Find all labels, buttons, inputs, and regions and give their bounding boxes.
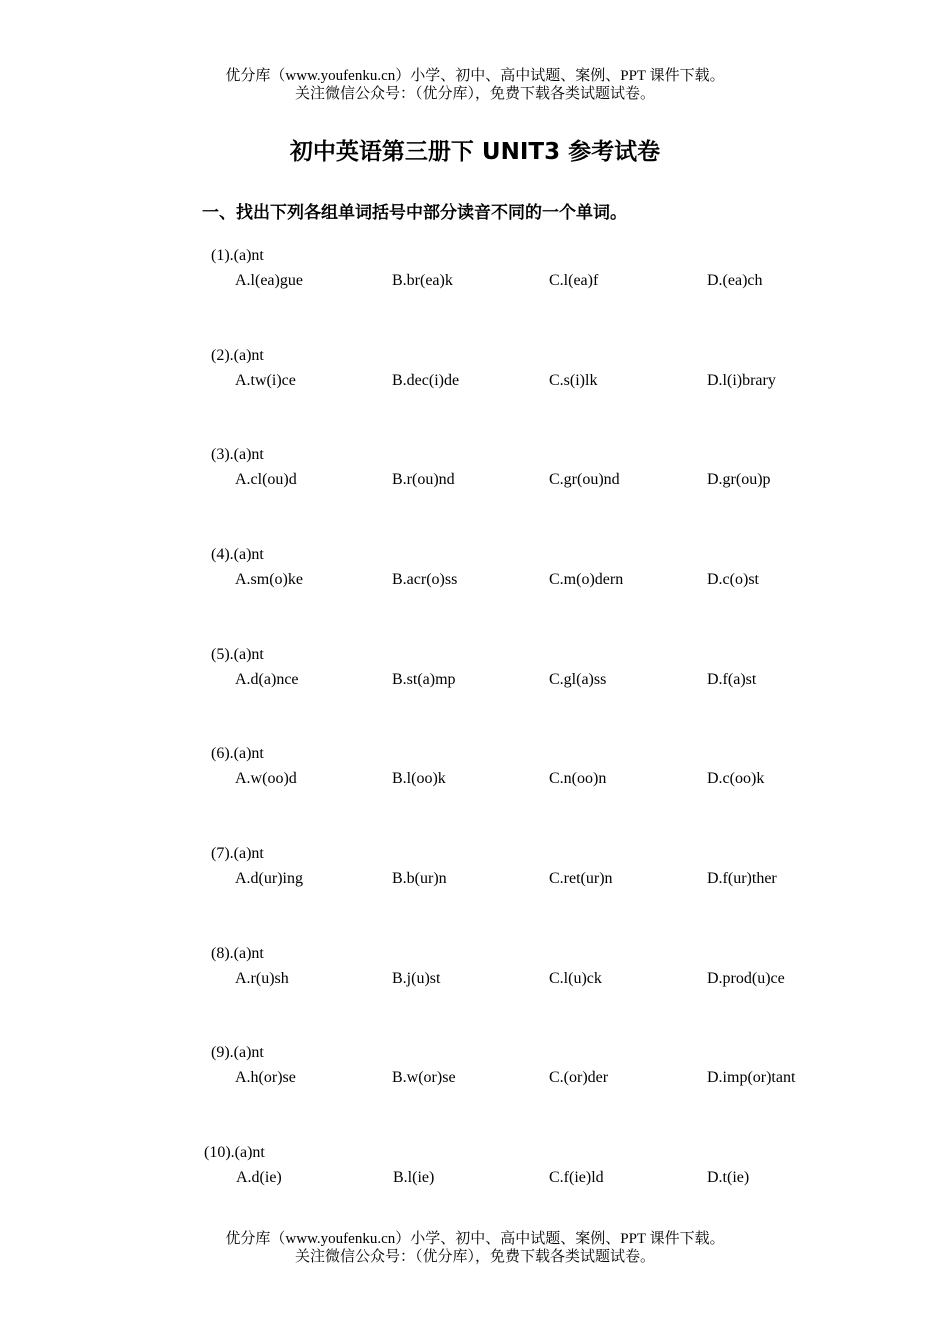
question-label: (1).(a)nt <box>211 247 264 264</box>
option-d: D.prod(u)ce <box>707 970 785 987</box>
header-line-2: 关注微信公众号：（优分库），免费下载各类试题试卷。 <box>294 86 655 102</box>
question-5 <box>0 646 950 706</box>
option-b: B.l(ie) <box>393 1169 435 1186</box>
question-label: (5).(a)nt <box>211 646 264 663</box>
option-c: C.f(ie)ld <box>549 1169 604 1186</box>
option-b: B.br(ea)k <box>392 272 453 289</box>
option-a: A.r(u)sh <box>235 970 289 987</box>
question-label: (7).(a)nt <box>211 845 264 862</box>
option-a: A.tw(i)ce <box>235 372 296 389</box>
question-label: (9).(a)nt <box>211 1044 264 1061</box>
question-10 <box>0 1144 950 1204</box>
option-a: A.d(ur)ing <box>235 870 303 887</box>
option-c: C.l(u)ck <box>549 970 602 987</box>
page-header <box>0 67 950 103</box>
question-7 <box>0 845 950 905</box>
option-d: D.f(a)st <box>707 671 757 688</box>
footer-line-2: 关注微信公众号：（优分库），免费下载各类试题试卷。 <box>294 1249 655 1265</box>
page-title: 初中英语第三册下 UNIT3 参考试卷 <box>289 139 661 165</box>
option-c: C.n(oo)n <box>549 770 607 787</box>
option-a: A.d(a)nce <box>235 671 299 688</box>
option-a: A.h(or)se <box>235 1069 296 1086</box>
option-c: C.ret(ur)n <box>549 870 613 887</box>
option-b: B.dec(i)de <box>392 372 460 389</box>
option-a: A.w(oo)d <box>235 770 297 787</box>
section-heading: 一、找出下列各组单词括号中部分读音不同的一个单词。 <box>202 203 627 223</box>
question-label: (10).(a)nt <box>204 1144 265 1161</box>
option-b: B.j(u)st <box>392 970 441 987</box>
option-c: C.(or)der <box>549 1069 609 1086</box>
question-label: (2).(a)nt <box>211 347 264 364</box>
page-footer <box>0 1230 950 1266</box>
option-c: C.gl(a)ss <box>549 671 607 688</box>
question-3 <box>0 446 950 506</box>
option-c: C.s(i)lk <box>549 372 598 389</box>
option-d: D.t(ie) <box>707 1169 750 1186</box>
question-2 <box>0 347 950 407</box>
option-b: B.l(oo)k <box>392 770 446 787</box>
option-a: A.l(ea)gue <box>235 272 303 289</box>
option-a: A.d(ie) <box>236 1169 282 1186</box>
footer-line-1: 优分库（www.youfenku.cn）小学、初中、高中试题、案例、PPT 课件下载。 <box>225 1231 725 1247</box>
option-c: C.l(ea)f <box>549 272 599 289</box>
option-b: B.st(a)mp <box>392 671 456 688</box>
option-b: B.w(or)se <box>392 1069 456 1086</box>
question-1 <box>0 247 950 307</box>
option-a: A.cl(ou)d <box>235 471 297 488</box>
question-4 <box>0 546 950 606</box>
question-label: (3).(a)nt <box>211 446 264 463</box>
option-d: D.f(ur)ther <box>707 870 777 887</box>
question-8 <box>0 945 950 1005</box>
option-d: D.c(oo)k <box>707 770 765 787</box>
question-9 <box>0 1044 950 1104</box>
option-c: C.gr(ou)nd <box>549 471 620 488</box>
question-label: (8).(a)nt <box>211 945 264 962</box>
option-d: D.imp(or)tant <box>707 1069 796 1086</box>
option-a: A.sm(o)ke <box>235 571 303 588</box>
question-label: (6).(a)nt <box>211 745 264 762</box>
question-6 <box>0 745 950 805</box>
option-c: C.m(o)dern <box>549 571 624 588</box>
question-label: (4).(a)nt <box>211 546 264 563</box>
option-d: D.(ea)ch <box>707 272 763 289</box>
option-b: B.r(ou)nd <box>392 471 455 488</box>
option-b: B.b(ur)n <box>392 870 447 887</box>
option-d: D.gr(ou)p <box>707 471 771 488</box>
option-b: B.acr(o)ss <box>392 571 458 588</box>
option-d: D.c(o)st <box>707 571 759 588</box>
option-d: D.l(i)brary <box>707 372 776 389</box>
header-line-1: 优分库（www.youfenku.cn）小学、初中、高中试题、案例、PPT 课件下载。 <box>225 68 725 84</box>
